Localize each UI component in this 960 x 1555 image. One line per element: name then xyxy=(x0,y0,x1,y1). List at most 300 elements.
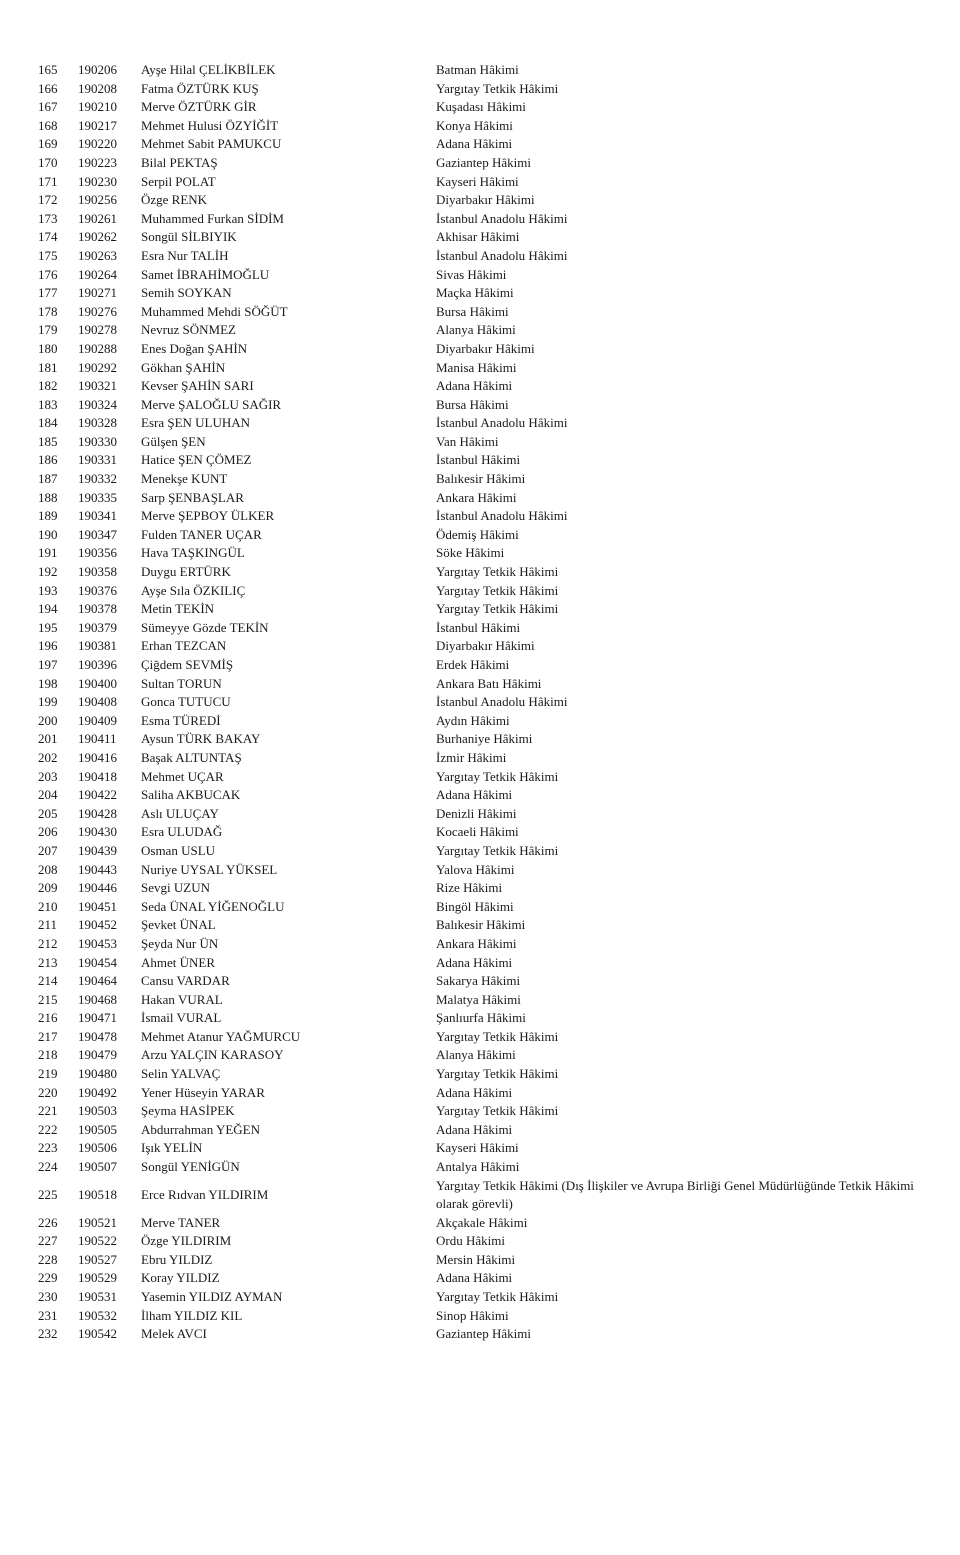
assignment-place: Akçakale Hâkimi xyxy=(436,1214,528,1230)
row-number: 180 xyxy=(38,340,58,356)
judge-name: Menekşe KUNT xyxy=(141,471,228,487)
row-number: 167 xyxy=(38,99,58,115)
registry-number: 190347 xyxy=(78,526,117,542)
row-number: 227 xyxy=(38,1233,58,1249)
row-number: 195 xyxy=(38,619,58,635)
table-row xyxy=(0,470,960,489)
row-number: 226 xyxy=(38,1214,58,1230)
judge-name: Yasemin YILDIZ AYMAN xyxy=(141,1289,283,1304)
table-row xyxy=(0,1251,960,1270)
judge-name: Duygu ERTÜRK xyxy=(141,564,231,580)
registry-number: 190479 xyxy=(78,1047,117,1063)
judge-name: Semih SOYKAN xyxy=(141,285,232,301)
row-number: 199 xyxy=(38,694,58,710)
registry-number: 190278 xyxy=(78,322,117,338)
row-number: 213 xyxy=(38,954,58,970)
registry-number: 190439 xyxy=(78,842,117,858)
table-row xyxy=(0,1288,960,1307)
assignment-place: Gaziantep Hâkimi xyxy=(436,1326,531,1342)
judge-name: Koray YILDIZ xyxy=(141,1270,220,1286)
assignment-place: Ankara Hâkimi xyxy=(436,935,517,951)
judge-name: Serpil POLAT xyxy=(141,173,216,189)
judge-name: Işık YELİN xyxy=(141,1140,203,1156)
judge-name: Sevgi UZUN xyxy=(141,880,210,896)
judge-name: İlham YILDIZ KIL xyxy=(141,1307,243,1323)
assignment-place: Bursa Hâkimi xyxy=(436,303,509,319)
row-number: 215 xyxy=(38,991,58,1007)
registry-number: 190330 xyxy=(78,433,117,449)
row-number: 201 xyxy=(38,731,58,747)
judge-name: Mehmet UÇAR xyxy=(141,768,224,784)
table-row xyxy=(0,1177,960,1214)
registry-number: 190396 xyxy=(78,657,117,672)
judge-name: Gonca TUTUCU xyxy=(141,694,231,710)
judge-name: Hatice ŞEN ÇÖMEZ xyxy=(141,452,252,468)
assignment-place: Manisa Hâkimi xyxy=(436,359,517,375)
judge-name: Başak ALTUNTAŞ xyxy=(141,749,242,765)
judge-name: Erce Rıdvan YILDIRIM xyxy=(141,1186,269,1202)
assignment-place: Gaziantep Hâkimi xyxy=(436,154,531,170)
assignment-place: Maçka Hâkimi xyxy=(436,285,514,301)
assignment-place: Van Hâkimi xyxy=(436,433,499,449)
assignment-place: Şanlıurfa Hâkimi xyxy=(436,1010,526,1026)
judge-name: Merve ŞALOĞLU SAĞIR xyxy=(141,396,282,412)
registry-number: 190492 xyxy=(78,1084,117,1100)
row-number: 214 xyxy=(38,973,58,989)
table-row xyxy=(0,861,960,880)
judge-name: Ayşe Sıla ÖZKILIÇ xyxy=(141,582,246,598)
table-row xyxy=(0,879,960,898)
registry-number: 190428 xyxy=(78,805,117,821)
registry-number: 190518 xyxy=(78,1186,117,1202)
judge-name: Nuriye UYSAL YÜKSEL xyxy=(141,861,278,877)
assignment-place: Diyarbakır Hâkimi xyxy=(436,638,535,654)
assignment-place: Rize Hâkimi xyxy=(436,880,503,896)
registry-number: 190381 xyxy=(78,638,117,654)
row-number: 216 xyxy=(38,1010,58,1026)
registry-number: 190531 xyxy=(78,1289,117,1304)
row-number: 186 xyxy=(38,452,58,468)
judge-name: Samet İBRAHİMOĞLU xyxy=(141,266,270,282)
assignment-place: Yargıtay Tetkik Hâkimi xyxy=(436,1028,559,1044)
registry-number: 190341 xyxy=(78,508,117,524)
registry-number: 190446 xyxy=(78,880,117,896)
table-row xyxy=(0,173,960,192)
assignment-place: İstanbul Anadolu Hâkimi xyxy=(436,508,568,524)
table-row xyxy=(0,1232,960,1251)
table-row xyxy=(0,396,960,415)
registry-number: 190263 xyxy=(78,247,117,263)
row-number: 170 xyxy=(38,154,58,170)
judge-name: Bilal PEKTAŞ xyxy=(141,154,218,170)
assignment-place: Balıkesir Hâkimi xyxy=(436,471,526,487)
table-row xyxy=(0,991,960,1010)
table-row xyxy=(0,563,960,582)
registry-number: 190503 xyxy=(78,1103,117,1119)
row-number: 173 xyxy=(38,210,58,226)
judge-name: Esra ULUDAĞ xyxy=(141,824,223,840)
judge-name: Esra ŞEN ULUHAN xyxy=(141,415,251,431)
assignment-place: Batman Hâkimi xyxy=(436,62,519,77)
row-number: 172 xyxy=(38,192,58,208)
judge-name: İsmail VURAL xyxy=(141,1010,222,1026)
row-number: 183 xyxy=(38,396,58,412)
assignment-place: Adana Hâkimi xyxy=(436,787,513,803)
row-number: 220 xyxy=(38,1084,58,1100)
assignment-place: Diyarbakır Hâkimi xyxy=(436,192,535,208)
registry-number: 190379 xyxy=(78,619,117,635)
judge-name: Mehmet Atanur YAĞMURCU xyxy=(141,1028,301,1044)
table-row xyxy=(0,154,960,173)
row-number: 205 xyxy=(38,805,58,821)
assignment-place: Sivas Hâkimi xyxy=(436,266,507,282)
judge-name: Cansu VARDAR xyxy=(141,973,230,989)
registry-number: 190529 xyxy=(78,1270,117,1286)
row-number: 166 xyxy=(38,80,58,96)
row-number: 221 xyxy=(38,1103,58,1119)
registry-number: 190376 xyxy=(78,582,117,598)
assignment-place: Yargıtay Tetkik Hâkimi xyxy=(436,601,559,617)
assignment-place: Yargıtay Tetkik Hâkimi xyxy=(436,564,559,580)
table-row xyxy=(0,600,960,619)
row-number: 177 xyxy=(38,285,58,301)
row-number: 206 xyxy=(38,824,58,840)
table-row xyxy=(0,1325,960,1344)
assignment-place: Adana Hâkimi xyxy=(436,378,513,394)
assignment-place: Sakarya Hâkimi xyxy=(436,973,521,989)
table-row xyxy=(0,451,960,470)
registry-number: 190527 xyxy=(78,1251,117,1267)
registry-number: 190292 xyxy=(78,359,117,375)
judge-name: Ebru YILDIZ xyxy=(141,1251,213,1267)
assignment-place: Adana Hâkimi xyxy=(436,1084,513,1100)
registry-number: 190507 xyxy=(78,1159,117,1175)
row-number: 207 xyxy=(38,842,58,858)
judge-name: Abdurrahman YEĞEN xyxy=(141,1121,261,1137)
table-row xyxy=(0,712,960,731)
table-row xyxy=(0,842,960,861)
assignment-place: Diyarbakır Hâkimi xyxy=(436,340,535,356)
row-number: 203 xyxy=(38,768,58,784)
row-number: 200 xyxy=(38,712,58,728)
table-row xyxy=(0,1121,960,1140)
registry-number: 190276 xyxy=(78,303,117,319)
row-number: 223 xyxy=(38,1140,58,1156)
assignment-place: Yargıtay Tetkik Hâkimi xyxy=(436,582,559,598)
judge-name: Özge YILDIRIM xyxy=(141,1233,232,1249)
registry-number: 190451 xyxy=(78,898,117,914)
table-row xyxy=(0,619,960,638)
judge-name: Ayşe Hilal ÇELİKBİLEK xyxy=(141,62,276,77)
registry-number: 190262 xyxy=(78,229,117,245)
table-row xyxy=(0,1028,960,1047)
judge-name: Melek AVCI xyxy=(141,1326,207,1342)
assignment-place: İstanbul Anadolu Hâkimi xyxy=(436,247,568,263)
table-row xyxy=(0,247,960,266)
row-number: 209 xyxy=(38,880,58,896)
assignment-place: İstanbul Hâkimi xyxy=(436,619,521,635)
registry-number: 190468 xyxy=(78,991,117,1007)
assignment-place: Yargıtay Tetkik Hâkimi xyxy=(436,1289,559,1304)
assignment-place: Akhisar Hâkimi xyxy=(436,229,520,245)
table-row xyxy=(0,433,960,452)
table-row xyxy=(0,489,960,508)
row-number: 187 xyxy=(38,471,58,487)
row-number: 218 xyxy=(38,1047,58,1063)
registry-number: 190223 xyxy=(78,154,117,170)
judge-name: Özge RENK xyxy=(141,192,208,208)
table-row xyxy=(0,730,960,749)
judge-name: Hakan VURAL xyxy=(141,991,223,1007)
table-row xyxy=(0,507,960,526)
row-number: 184 xyxy=(38,415,58,431)
row-number: 230 xyxy=(38,1289,58,1304)
assignment-place: Kocaeli Hâkimi xyxy=(436,824,519,840)
row-number: 208 xyxy=(38,861,58,877)
row-number: 194 xyxy=(38,601,58,617)
registry-number: 190271 xyxy=(78,285,117,301)
judge-name: Mehmet Hulusi ÖZYİĞİT xyxy=(141,117,279,133)
registry-number: 190261 xyxy=(78,210,117,226)
registry-number: 190422 xyxy=(78,787,117,803)
assignment-place: İzmir Hâkimi xyxy=(436,749,507,765)
registry-number: 190220 xyxy=(78,136,117,152)
table-row xyxy=(0,693,960,712)
judge-name: Saliha AKBUCAK xyxy=(141,787,241,803)
judge-name: Arzu YALÇIN KARASOY xyxy=(141,1047,284,1063)
judge-name: Gökhan ŞAHİN xyxy=(141,359,226,375)
table-row xyxy=(0,954,960,973)
row-number: 191 xyxy=(38,545,58,561)
judge-name: Aslı ULUÇAY xyxy=(141,805,219,821)
registry-number: 190328 xyxy=(78,415,117,431)
assignment-place: Ödemiş Hâkimi xyxy=(436,526,519,542)
registry-number: 190335 xyxy=(78,489,117,505)
table-row xyxy=(0,1046,960,1065)
table-row xyxy=(0,303,960,322)
table-row xyxy=(0,98,960,117)
judge-name: Nevruz SÖNMEZ xyxy=(141,322,236,338)
assignment-place: Bursa Hâkimi xyxy=(436,396,509,412)
row-number: 225 xyxy=(38,1186,58,1202)
assignment-place: Mersin Hâkimi xyxy=(436,1251,516,1267)
table-row xyxy=(0,135,960,154)
registry-number: 190522 xyxy=(78,1233,117,1249)
table-row xyxy=(0,898,960,917)
judge-name: Metin TEKİN xyxy=(141,601,215,617)
table-row xyxy=(0,377,960,396)
registry-number: 190332 xyxy=(78,471,117,487)
row-number: 202 xyxy=(38,749,58,765)
table-row xyxy=(0,284,960,303)
row-number: 171 xyxy=(38,173,58,189)
assignment-place: Söke Hâkimi xyxy=(436,545,505,561)
assignment-place: Kayseri Hâkimi xyxy=(436,1140,519,1156)
row-number: 174 xyxy=(38,229,58,245)
assignment-place: Ankara Batı Hâkimi xyxy=(436,675,542,691)
registry-number: 190321 xyxy=(78,378,117,394)
row-number: 179 xyxy=(38,322,58,338)
registry-number: 190532 xyxy=(78,1307,117,1323)
table-row xyxy=(0,1139,960,1158)
registry-number: 190324 xyxy=(78,396,117,412)
judge-name: Gülşen ŞEN xyxy=(141,433,206,449)
registry-number: 190217 xyxy=(78,117,117,133)
row-number: 189 xyxy=(38,508,58,524)
row-number: 228 xyxy=(38,1251,58,1267)
decree-table xyxy=(0,61,960,1344)
assignment-place: Denizli Hâkimi xyxy=(436,805,517,821)
table-row xyxy=(0,582,960,601)
row-number: 204 xyxy=(38,787,58,803)
table-row xyxy=(0,544,960,563)
judge-name: Yener Hüseyin YARAR xyxy=(141,1084,265,1100)
registry-number: 190478 xyxy=(78,1028,117,1044)
judge-name: Çiğdem SEVMİŞ xyxy=(141,657,234,672)
table-row xyxy=(0,340,960,359)
row-number: 211 xyxy=(38,917,58,933)
row-number: 192 xyxy=(38,564,58,580)
row-number: 219 xyxy=(38,1066,58,1082)
assignment-place: Kayseri Hâkimi xyxy=(436,173,519,189)
judge-name: Muhammed Furkan SİDİM xyxy=(141,210,284,226)
judge-name: Merve ÖZTÜRK GİR xyxy=(141,99,257,115)
assignment-place: Kuşadası Hâkimi xyxy=(436,99,526,115)
row-number: 185 xyxy=(38,433,58,449)
row-number: 193 xyxy=(38,582,58,598)
row-number: 224 xyxy=(38,1159,58,1175)
assignment-place: Balıkesir Hâkimi xyxy=(436,917,526,933)
table-row xyxy=(0,916,960,935)
judge-name: Merve ŞEPBOY ÜLKER xyxy=(141,508,275,524)
registry-number: 190443 xyxy=(78,861,117,877)
assignment-place: İstanbul Anadolu Hâkimi xyxy=(436,415,568,431)
registry-number: 190416 xyxy=(78,749,117,765)
registry-number: 190464 xyxy=(78,973,117,989)
row-number: 182 xyxy=(38,378,58,394)
registry-number: 190506 xyxy=(78,1140,117,1156)
judge-name: Esra Nur TALİH xyxy=(141,247,229,263)
table-row xyxy=(0,1102,960,1121)
table-row xyxy=(0,191,960,210)
judge-name: Şeyda Nur ÜN xyxy=(141,935,219,951)
registry-number: 190480 xyxy=(78,1066,117,1082)
assignment-place: Adana Hâkimi xyxy=(436,954,513,970)
judge-name: Sarp ŞENBAŞLAR xyxy=(141,489,244,505)
table-row xyxy=(0,526,960,545)
judge-name: Kevser ŞAHİN SARI xyxy=(141,378,254,394)
assignment-place: Ankara Hâkimi xyxy=(436,489,517,505)
assignment-place: Antalya Hâkimi xyxy=(436,1159,520,1175)
assignment-place: İstanbul Anadolu Hâkimi xyxy=(436,694,568,710)
assignment-place: Alanya Hâkimi xyxy=(436,1047,516,1063)
table-row xyxy=(0,210,960,229)
table-row xyxy=(0,656,960,675)
judge-name: Erhan TEZCAN xyxy=(141,638,227,654)
row-number: 190 xyxy=(38,526,58,542)
assignment-place: Adana Hâkimi xyxy=(436,1121,513,1137)
assignment-place: Bingöl Hâkimi xyxy=(436,898,514,914)
judge-name: Muhammed Mehdi SÖĞÜT xyxy=(141,303,288,319)
row-number: 197 xyxy=(38,657,58,672)
registry-number: 190471 xyxy=(78,1010,117,1026)
registry-number: 190505 xyxy=(78,1121,117,1137)
table-row xyxy=(0,266,960,285)
row-number: 188 xyxy=(38,489,58,505)
assignment-place: İstanbul Anadolu Hâkimi xyxy=(436,210,568,226)
table-row xyxy=(0,823,960,842)
row-number: 181 xyxy=(38,359,58,375)
table-row xyxy=(0,117,960,136)
row-number: 198 xyxy=(38,675,58,691)
table-row xyxy=(0,414,960,433)
registry-number: 190210 xyxy=(78,99,117,115)
table-row xyxy=(0,749,960,768)
assignment-place: Konya Hâkimi xyxy=(436,117,513,133)
judge-name: Sümeyye Gözde TEKİN xyxy=(141,619,269,635)
table-row xyxy=(0,1214,960,1233)
registry-number: 190400 xyxy=(78,675,117,691)
judge-name: Hava TAŞKINGÜL xyxy=(141,545,245,561)
assignment-place: Yargıtay Tetkik Hâkimi xyxy=(436,1103,559,1119)
table-row xyxy=(0,1307,960,1326)
table-row xyxy=(0,675,960,694)
row-number: 232 xyxy=(38,1326,58,1342)
row-number: 175 xyxy=(38,247,58,263)
assignment-place: Ordu Hâkimi xyxy=(436,1233,505,1249)
assignment-place: Alanya Hâkimi xyxy=(436,322,516,338)
assignment-place: Erdek Hâkimi xyxy=(436,657,510,672)
judge-name: Songül SİLBIYIK xyxy=(141,229,237,245)
registry-number: 190408 xyxy=(78,694,117,710)
row-number: 212 xyxy=(38,935,58,951)
row-number: 217 xyxy=(38,1028,58,1044)
judge-name: Mehmet Sabit PAMUKCU xyxy=(141,136,282,152)
table-row xyxy=(0,359,960,378)
row-number: 222 xyxy=(38,1121,58,1137)
table-row xyxy=(0,228,960,247)
judge-name: Osman USLU xyxy=(141,842,216,858)
table-row xyxy=(0,786,960,805)
assignment-place: Yargıtay Tetkik Hâkimi xyxy=(436,80,559,96)
table-row xyxy=(0,935,960,954)
row-number: 168 xyxy=(38,117,58,133)
table-row xyxy=(0,321,960,340)
registry-number: 190411 xyxy=(78,731,117,747)
assignment-place: Yargıtay Tetkik Hâkimi xyxy=(436,1066,559,1082)
row-number: 196 xyxy=(38,638,58,654)
registry-number: 190206 xyxy=(78,62,117,77)
table-row xyxy=(0,805,960,824)
assignment-place: Adana Hâkimi xyxy=(436,136,513,152)
judge-name: Selin YALVAÇ xyxy=(141,1066,221,1082)
registry-number: 190230 xyxy=(78,173,117,189)
assignment-place: Yargıtay Tetkik Hâkimi (Dış İlişkiler ve Avrupa Birliği Genel Müdürlüğünde Tetkik Hâkimi olarak görevli) xyxy=(436,1177,914,1212)
assignment-place: Yargıtay Tetkik Hâkimi xyxy=(436,768,559,784)
judge-name: Seda ÜNAL YİĞENOĞLU xyxy=(141,898,285,914)
registry-number: 190358 xyxy=(78,564,117,580)
table-row xyxy=(0,61,960,80)
judge-name: Sultan TORUN xyxy=(141,675,222,691)
row-number: 231 xyxy=(38,1307,58,1323)
row-number: 178 xyxy=(38,303,58,319)
assignment-place: Adana Hâkimi xyxy=(436,1270,513,1286)
registry-number: 190378 xyxy=(78,601,117,617)
registry-number: 190356 xyxy=(78,545,117,561)
registry-number: 190418 xyxy=(78,768,117,784)
table-row xyxy=(0,1065,960,1084)
registry-number: 190454 xyxy=(78,954,117,970)
